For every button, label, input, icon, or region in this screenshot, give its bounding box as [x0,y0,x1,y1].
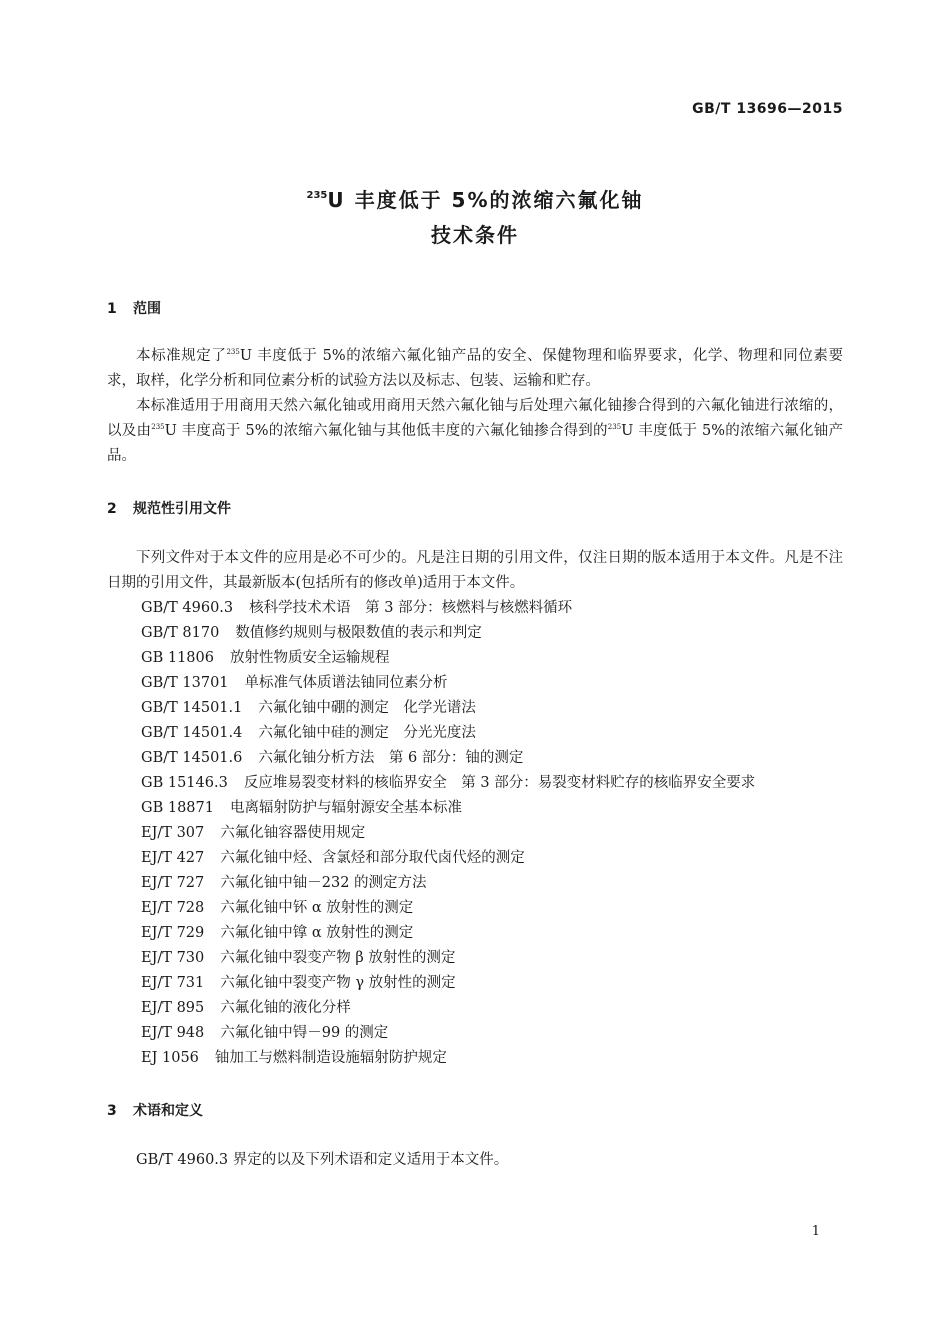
standard-code: GB/T 13696—2015 [692,101,843,117]
title-line-1-text: U 丰度低于 5%的浓缩六氟化铀 [327,188,644,212]
text-segment: 本标准规定了 [136,348,227,364]
document-title-line-2: 技术条件 [431,223,519,247]
reference-title: 六氟化铀中钚 α 放射性的测定 [220,900,414,916]
reference-code: GB 15146.3 [141,775,228,791]
reference-item [141,746,755,771]
document-title-line-1 [0,184,950,213]
section-title: 术语和定义 [133,1103,203,1119]
reference-title: 六氟化铀中镎 α 放射性的测定 [220,925,414,941]
reference-item [141,721,755,746]
reference-item [141,821,755,846]
reference-title: 放射性物质安全运输规程 [229,650,390,666]
section-number: 3 [107,1103,117,1119]
reference-item [141,696,755,721]
reference-title: 六氟化铀中裂变产物 β 放射性的测定 [220,950,456,966]
section-1-heading [107,298,161,318]
reference-code: EJ/T 948 [141,1025,205,1041]
reference-title: 铀加工与燃料制造设施辐射防护规定 [214,1050,447,1066]
section-title: 规范性引用文件 [133,501,231,517]
section-3-heading [107,1100,203,1120]
reference-code: EJ/T 307 [141,825,205,841]
reference-code: EJ/T 427 [141,850,205,866]
reference-item [141,796,755,821]
reference-title: 六氟化铀的液化分样 [220,1000,351,1016]
reference-title: 六氟化铀分析方法 第 6 部分：铀的测定 [258,750,524,766]
section-number: 1 [107,301,117,317]
reference-code: GB 18871 [141,800,214,816]
reference-code: EJ/T 728 [141,900,205,916]
reference-title: 单标准气体质谱法铀同位素分析 [244,675,448,691]
text-segment: U 丰度低于 5%的浓缩六氟化铀产品的安全、保健物理和临界要求，化学、物理和同位素要求，取样，化学分析和同位素分析的试验方法以及标志、包装、运输和贮存。 [107,348,843,389]
reference-item [141,646,755,671]
section-2-intro: 下列文件对于本文件的应用是必不可少的。凡是注日期的引用文件，仅注日期的版本适用于本文件。凡是不注日期的引用文件，其最新版本(包括所有的修改单)适用于本文件。 [107,550,843,591]
reference-code: GB/T 4960.3 [141,600,234,616]
text-segment: U 丰度低于 5%的浓缩六氟化铀产品。 [107,423,843,464]
reference-title: 六氟化铀中烃、含氯烃和部分取代卤代烃的测定 [220,850,525,866]
reference-item [141,846,755,871]
reference-code: EJ/T 731 [141,975,205,991]
reference-item [141,946,755,971]
reference-code: EJ/T 729 [141,925,205,941]
superscript: 235 [607,423,622,431]
reference-title: 六氟化铀容器使用规定 [220,825,366,841]
reference-title: 反应堆易裂变材料的核临界安全 第 3 部分：易裂变材料贮存的核临界安全要求 [243,775,756,791]
reference-code: GB/T 13701 [141,675,229,691]
section-1-paragraph-2 [107,394,843,469]
reference-title: 六氟化铀中裂变产物 γ 放射性的测定 [220,975,456,991]
section-3-intro: GB/T 4960.3 界定的以及下列术语和定义适用于本文件。 [136,1152,509,1168]
reference-item [141,671,755,696]
reference-item [141,996,755,1021]
superscript: 235 [226,348,240,356]
reference-list [141,596,755,1071]
reference-code: GB/T 8170 [141,625,220,641]
reference-title: 六氟化铀中硼的测定 化学光谱法 [258,700,476,716]
reference-code: GB 11806 [141,650,214,666]
reference-item [141,1021,755,1046]
reference-item [141,596,755,621]
reference-code: GB/T 14501.1 [141,700,243,716]
reference-item [141,771,755,796]
reference-code: GB/T 14501.6 [141,750,243,766]
reference-title: 核科学技术术语 第 3 部分：核燃料与核燃料循环 [249,600,573,616]
page-number: 1 [811,1224,820,1239]
title-superscript: 235 [306,190,328,201]
text-segment: 本标准适用于用商用天然六氟化铀或用商用天然六氟化铀与后处理六氟化铀掺合得到的六氟化铀进行浓缩的，以及由 [107,398,843,439]
reference-code: EJ/T 730 [141,950,205,966]
reference-item [141,621,755,646]
reference-code: EJ/T 895 [141,1000,205,1016]
text-segment: U 丰度高于 5%的浓缩六氟化铀与其他低丰度的六氟化铀掺合得到的 [164,423,608,439]
reference-title: 六氟化铀中锝－99 的测定 [220,1025,389,1041]
reference-item [141,896,755,921]
section-title: 范围 [133,301,161,317]
superscript: 235 [151,423,165,431]
section-1-paragraph-1 [107,344,843,394]
reference-code: EJ 1056 [141,1050,199,1066]
section-number: 2 [107,501,117,517]
section-2-heading [107,498,231,518]
reference-title: 六氟化铀中铀－232 的测定方法 [220,875,427,891]
reference-item [141,971,755,996]
reference-title: 六氟化铀中硅的测定 分光光度法 [258,725,476,741]
reference-item [141,1046,755,1071]
reference-item [141,921,755,946]
reference-title: 数值修约规则与极限数值的表示和判定 [235,625,482,641]
reference-code: EJ/T 727 [141,875,205,891]
reference-item [141,871,755,896]
reference-title: 电离辐射防护与辐射源安全基本标准 [229,800,462,816]
reference-code: GB/T 14501.4 [141,725,243,741]
